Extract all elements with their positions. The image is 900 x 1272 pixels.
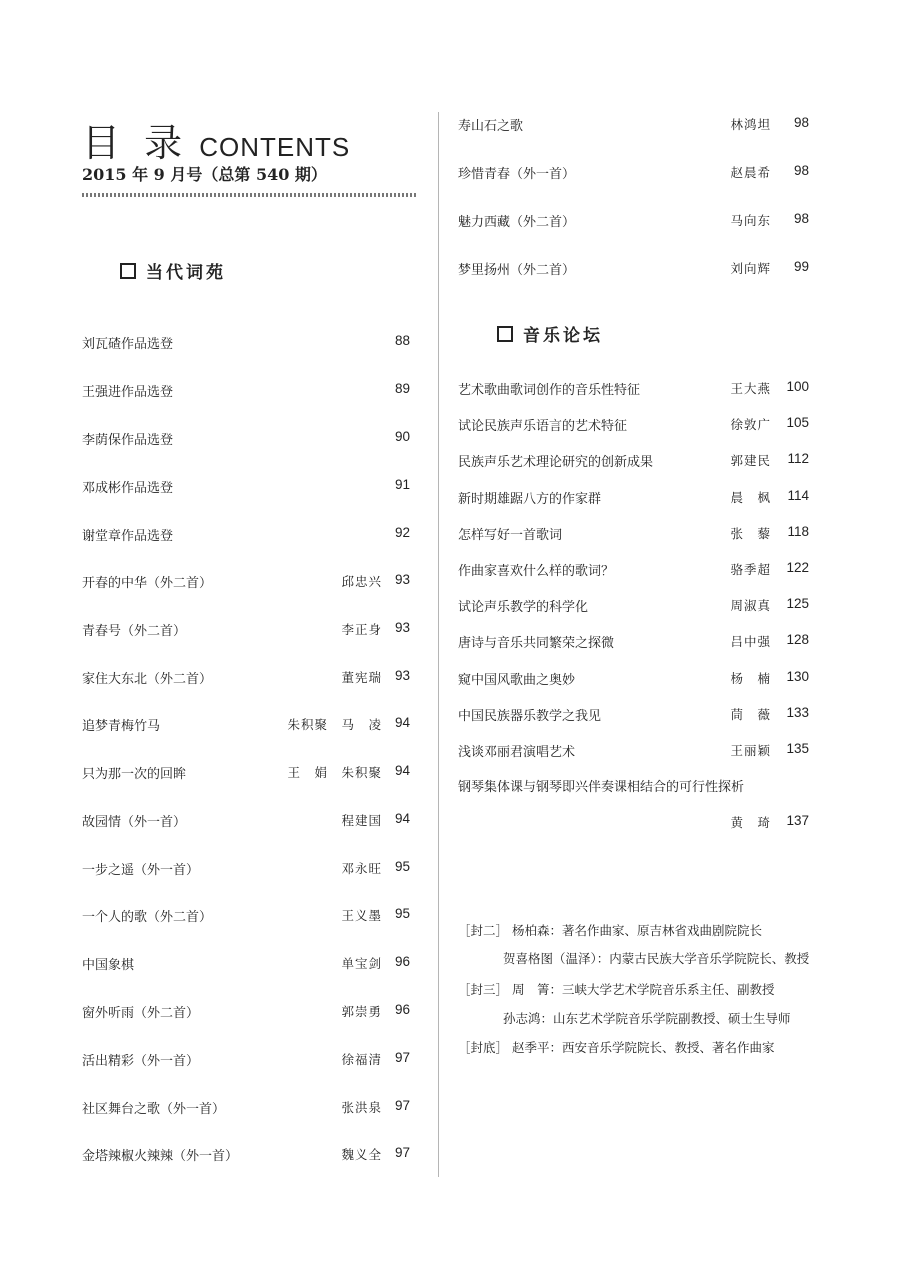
toc-entry[interactable] xyxy=(458,632,809,656)
entry-page: 98 xyxy=(793,115,809,130)
entry-author: 王 娟 朱积聚 xyxy=(287,765,382,780)
toc-entry[interactable] xyxy=(82,429,410,453)
entry-author: 朱积聚 马 凌 xyxy=(287,717,382,732)
column-divider xyxy=(438,112,439,1177)
entry-page: 137 xyxy=(786,813,809,828)
toc-entry[interactable] xyxy=(458,669,809,693)
toc-entry-long-meta[interactable] xyxy=(458,813,809,837)
entry-page: 125 xyxy=(786,596,809,611)
entry-author: 黄 琦 xyxy=(730,815,771,830)
entry-author: 邱忠兴 xyxy=(341,574,382,589)
entry-author: 吕中强 xyxy=(730,634,771,649)
toc-entry[interactable] xyxy=(458,163,809,187)
toc-entry[interactable] xyxy=(82,381,410,405)
entry-title: 珍惜青春（外一首） xyxy=(458,167,576,182)
toc-entry[interactable] xyxy=(458,741,809,765)
entry-title: 一步之遥（外一首） xyxy=(82,863,200,878)
entry-page: 97 xyxy=(394,1098,410,1113)
entry-author: 晨 枫 xyxy=(730,490,771,505)
entry-title: 梦里扬州（外二首） xyxy=(458,263,576,278)
toc-entry[interactable] xyxy=(82,954,410,978)
cover-credit-back: ［封底］ 赵季平：西安音乐学院院长、教授、著名作曲家 xyxy=(458,1040,775,1055)
toc-entry[interactable] xyxy=(82,1098,410,1122)
entry-page: 112 xyxy=(787,451,809,466)
entry-title: 艺术歌曲歌词创作的音乐性特征 xyxy=(458,383,641,398)
header-divider xyxy=(82,193,416,197)
entry-page: 128 xyxy=(786,632,809,647)
toc-entry[interactable] xyxy=(458,524,809,548)
entry-page: 94 xyxy=(394,763,410,778)
entry-title: 社区舞台之歌（外一首） xyxy=(82,1102,226,1117)
entry-author: 张 藜 xyxy=(730,526,771,541)
title-english: CONTENTS xyxy=(199,132,351,162)
entry-page: 98 xyxy=(793,211,809,226)
cover-credit-2b: 贺喜格图（温泽）：内蒙古民族大学音乐学院院长、教授 xyxy=(503,951,810,966)
page-title xyxy=(82,112,350,167)
entry-author: 郭建民 xyxy=(730,453,771,468)
entry-author: 徐福清 xyxy=(341,1052,382,1067)
toc-entry[interactable] xyxy=(82,668,410,692)
toc-entry[interactable] xyxy=(458,211,809,235)
toc-entry[interactable] xyxy=(82,811,410,835)
entry-page: 97 xyxy=(394,1145,410,1160)
entry-author: 周淑真 xyxy=(730,598,771,613)
square-bullet-icon xyxy=(120,263,136,279)
entry-title: 唐诗与音乐共同繁荣之探微 xyxy=(458,636,615,651)
entry-author: 单宝剑 xyxy=(341,956,382,971)
toc-entry[interactable] xyxy=(82,572,410,596)
toc-entry[interactable] xyxy=(458,488,809,512)
entry-page: 95 xyxy=(394,906,410,921)
entry-page: 94 xyxy=(394,811,410,826)
entry-title: 民族声乐艺术理论研究的创新成果 xyxy=(458,455,654,470)
entry-page: 118 xyxy=(787,524,809,539)
entry-title: 家住大东北（外二首） xyxy=(82,672,213,687)
entry-title: 中国民族器乐教学之我见 xyxy=(458,709,602,724)
entry-page: 96 xyxy=(394,954,410,969)
entry-page: 105 xyxy=(786,415,809,430)
entry-author: 马向东 xyxy=(730,213,771,228)
entry-title: 寿山石之歌 xyxy=(458,119,524,134)
toc-entry[interactable] xyxy=(82,763,410,787)
entry-page: 97 xyxy=(394,1050,410,1065)
entry-page: 88 xyxy=(394,333,410,348)
entry-author: 茼 薇 xyxy=(730,707,771,722)
entry-page: 133 xyxy=(786,705,809,720)
entry-author: 徐敦广 xyxy=(730,417,771,432)
toc-entry[interactable] xyxy=(458,596,809,620)
entry-title: 王强进作品选登 xyxy=(82,385,174,400)
entry-page: 90 xyxy=(394,429,410,444)
section-label: 当代词苑 xyxy=(146,263,226,283)
entry-title: 窗外听雨（外二首） xyxy=(82,1006,200,1021)
entry-author: 骆季超 xyxy=(730,562,771,577)
entry-author: 魏义全 xyxy=(341,1147,382,1162)
entry-author: 刘向辉 xyxy=(730,261,771,276)
entry-title: 中国象棋 xyxy=(82,958,135,973)
entry-title: 新时期雄踞八方的作家群 xyxy=(458,492,602,507)
entry-title: 作曲家喜欢什么样的歌词？ xyxy=(458,564,615,579)
toc-entry[interactable] xyxy=(82,859,410,883)
toc-entry[interactable] xyxy=(82,1050,410,1074)
toc-entry[interactable] xyxy=(458,259,809,283)
entry-title: 李荫保作品选登 xyxy=(82,433,174,448)
entry-page: 92 xyxy=(394,525,410,540)
issue-info: 2015 年 9 月号（总第 540 期） xyxy=(82,165,327,184)
cover-credit-3: ［封三］ 周 箐：三峡大学艺术学院音乐系主任、副教授 xyxy=(458,982,775,997)
entry-title: 追梦青梅竹马 xyxy=(82,719,161,734)
entry-author: 邓永旺 xyxy=(341,861,382,876)
toc-entry[interactable] xyxy=(82,1002,410,1026)
entry-title: 开春的中华（外二首） xyxy=(82,576,213,591)
entry-author: 董宪瑞 xyxy=(341,670,382,685)
entry-title: 窥中国风歌曲之奥妙 xyxy=(458,673,576,688)
entry-title: 活出精彩（外一首） xyxy=(82,1054,200,1069)
entry-page: 93 xyxy=(394,668,410,683)
entry-page: 93 xyxy=(394,572,410,587)
entry-title: 魅力西藏（外二首） xyxy=(458,215,576,230)
section-label: 音乐论坛 xyxy=(523,326,603,346)
section-heading-music-forum xyxy=(497,321,603,346)
title-chinese: 目 录 xyxy=(82,121,189,165)
toc-entry[interactable] xyxy=(82,715,410,739)
entry-title: 刘瓦碴作品选登 xyxy=(82,337,174,352)
entry-title: 邓成彬作品选登 xyxy=(82,481,174,496)
entry-page: 130 xyxy=(786,669,809,684)
entry-page: 135 xyxy=(786,741,809,756)
entry-page: 95 xyxy=(394,859,410,874)
toc-entry[interactable] xyxy=(82,620,410,644)
entry-author: 李正身 xyxy=(341,622,382,637)
toc-entry[interactable] xyxy=(458,379,809,403)
entry-title: 试论民族声乐语言的艺术特征 xyxy=(458,419,628,434)
toc-entry[interactable] xyxy=(82,1145,410,1169)
square-bullet-icon xyxy=(497,326,513,342)
entry-title: 金塔辣椒火辣辣（外一首） xyxy=(82,1149,239,1164)
entry-title: 故园情（外一首） xyxy=(82,815,187,830)
toc-entry[interactable] xyxy=(82,525,410,549)
entry-author: 王丽颖 xyxy=(730,743,771,758)
entry-title: 青春号（外二首） xyxy=(82,624,187,639)
entry-page: 100 xyxy=(786,379,809,394)
entry-title: 只为那一次的回眸 xyxy=(82,767,187,782)
toc-entry[interactable] xyxy=(458,451,809,475)
section-heading-contemporary-lyrics xyxy=(120,258,226,283)
entry-page: 122 xyxy=(786,560,809,575)
toc-entry[interactable] xyxy=(82,333,410,357)
entry-title: 谢堂章作品选登 xyxy=(82,529,174,544)
entry-page: 99 xyxy=(793,259,809,274)
entry-page: 98 xyxy=(793,163,809,178)
toc-entry[interactable] xyxy=(458,415,809,439)
entry-page: 94 xyxy=(394,715,410,730)
toc-entry[interactable] xyxy=(458,705,809,729)
entry-author: 杨 楠 xyxy=(730,671,771,686)
cover-credit-2: ［封二］ 杨柏森：著名作曲家、原吉林省戏曲剧院院长 xyxy=(458,923,762,938)
entry-title: 怎样写好一首歌词 xyxy=(458,528,563,543)
entry-page: 89 xyxy=(394,381,410,396)
entry-page: 93 xyxy=(394,620,410,635)
entry-author: 王义墨 xyxy=(341,908,382,923)
entry-author: 林鸿坦 xyxy=(730,117,771,132)
entry-title: 一个人的歌（外二首） xyxy=(82,910,213,925)
entry-author: 王大燕 xyxy=(730,381,771,396)
toc-entry-long-title[interactable]: 钢琴集体课与钢琴即兴伴奏课相结合的可行性探析 xyxy=(458,780,745,795)
entry-author: 赵晨希 xyxy=(730,165,771,180)
toc-entry[interactable] xyxy=(458,560,809,584)
entry-author: 郭崇勇 xyxy=(341,1004,382,1019)
entry-page: 91 xyxy=(394,477,410,492)
toc-entry[interactable] xyxy=(458,115,809,139)
entry-author: 张洪泉 xyxy=(341,1100,382,1115)
entry-page: 114 xyxy=(787,488,809,503)
cover-credit-3b: 孙志鸿：山东艺术学院音乐学院副教授、硕士生导师 xyxy=(503,1011,791,1026)
entry-title: 浅谈邓丽君演唱艺术 xyxy=(458,745,576,760)
entry-title: 试论声乐教学的科学化 xyxy=(458,600,589,615)
entry-page: 96 xyxy=(394,1002,410,1017)
toc-entry[interactable] xyxy=(82,906,410,930)
toc-entry[interactable] xyxy=(82,477,410,501)
entry-author: 程建国 xyxy=(341,813,382,828)
